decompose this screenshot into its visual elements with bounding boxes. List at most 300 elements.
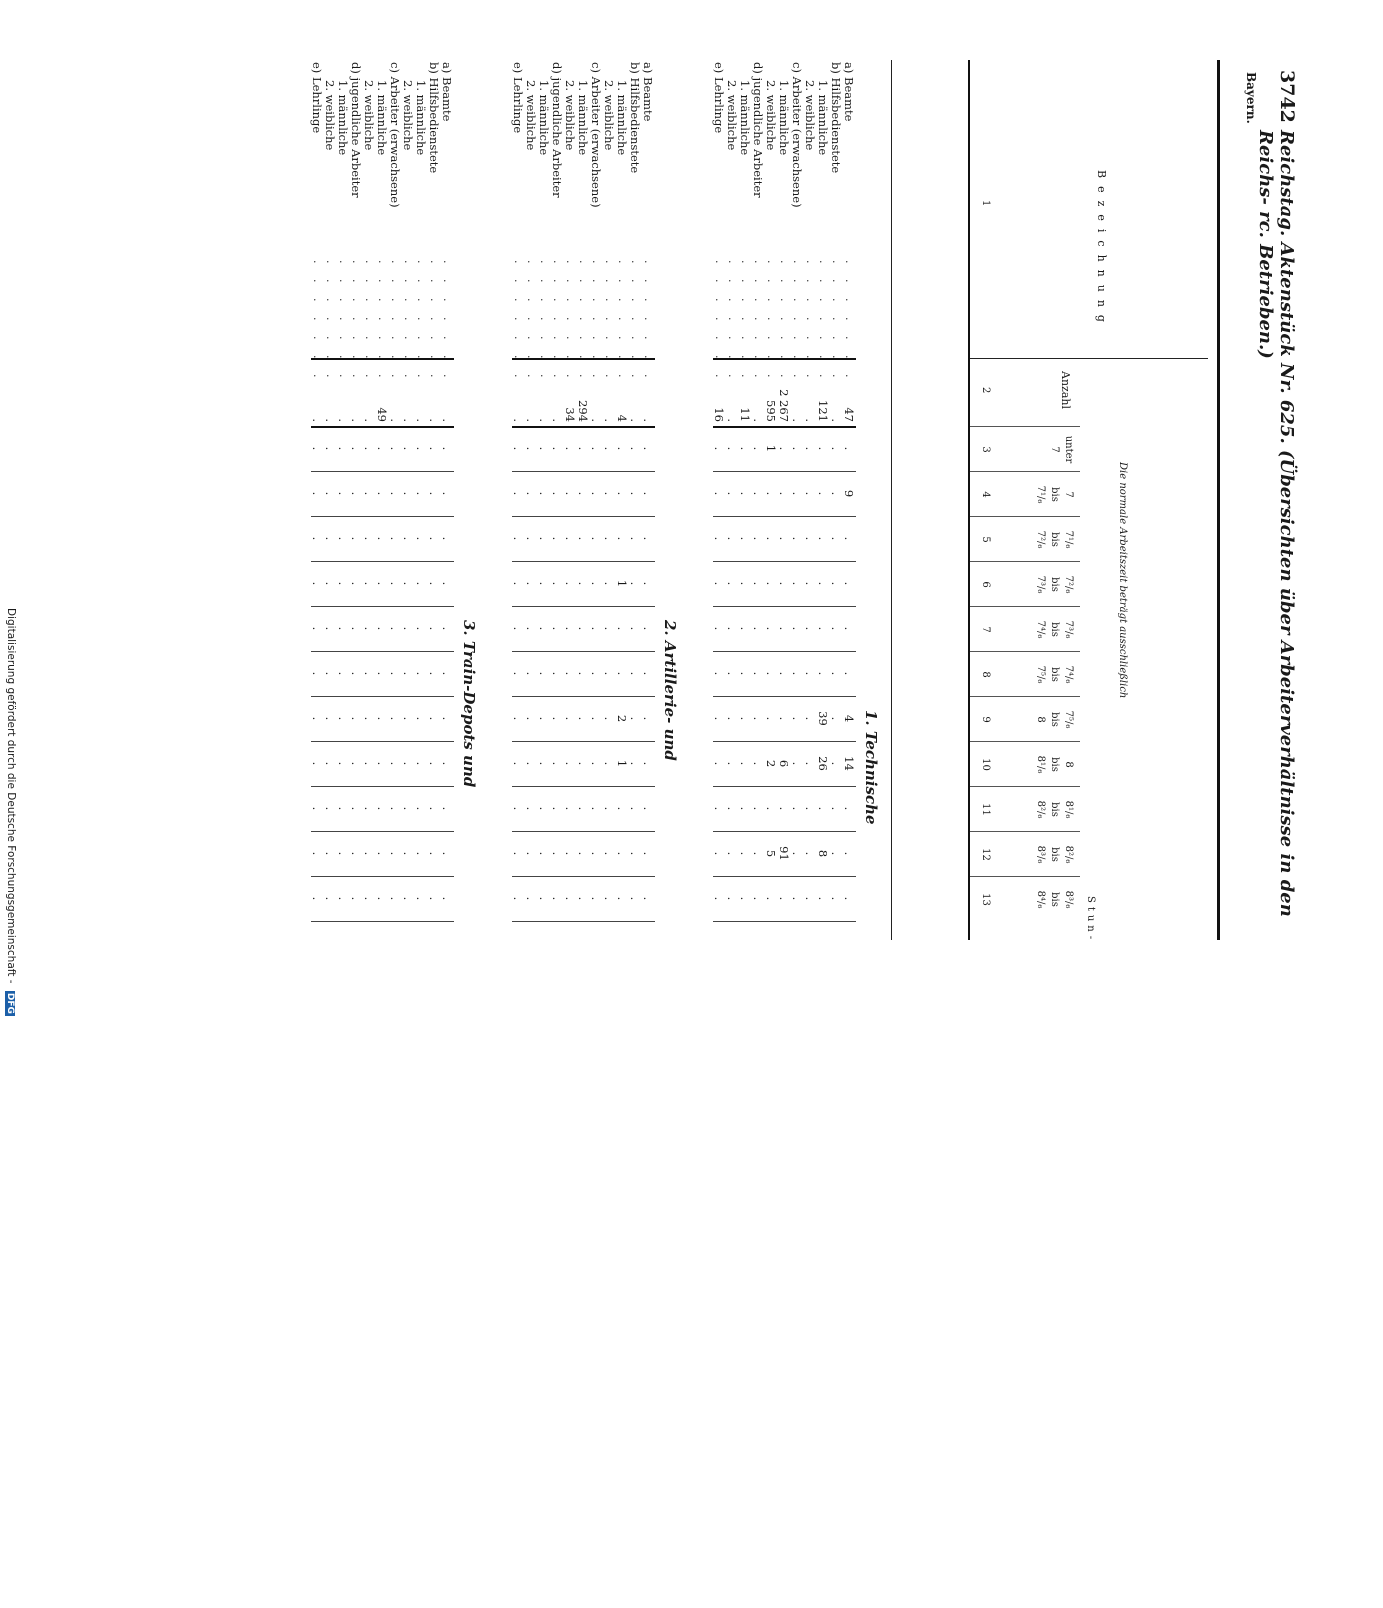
leader-dots: . . . . . . . [830, 260, 843, 384]
row-label: 1. männliche [576, 80, 590, 156]
hour-cell: . [615, 536, 629, 541]
hour-cell: . [401, 851, 415, 856]
hour-cell: . [576, 716, 590, 721]
hour-cell: . [310, 671, 324, 676]
hour-cell: . [563, 671, 577, 676]
row-label: c) Arbeiter (erwachsene) [790, 62, 804, 208]
hour-cell: 1 [615, 579, 629, 588]
leader-dots: . . . . . . . [765, 260, 778, 384]
hour-cell: . [764, 716, 778, 721]
hour-column-range-text: bis [1049, 892, 1060, 907]
hour-cell: . [615, 626, 629, 631]
hour-cell: . [427, 671, 441, 676]
hour-cell: . [388, 581, 402, 586]
table-row [713, 60, 726, 940]
hour-cell: . [641, 446, 655, 451]
table-row [428, 60, 441, 940]
hour-cell: . [362, 671, 376, 676]
hour-cell: . [388, 806, 402, 811]
anzahl-column-header [970, 358, 1208, 427]
leader-dots: . . . . . . . [311, 260, 324, 384]
hour-column-range-text: 7³/₆ [1035, 575, 1046, 594]
leader-dots: . . . . . . . [843, 260, 856, 384]
leader-dots: . . . . . . . [577, 260, 590, 384]
row-label: 2. weibliche [563, 80, 577, 151]
hour-cell: . [589, 446, 603, 451]
hour-cell: . [524, 536, 538, 541]
hour-cell: . [524, 626, 538, 631]
table-row [512, 60, 525, 940]
table-row [564, 60, 577, 940]
hour-column-header [970, 651, 1080, 697]
hour-cell: . [790, 581, 804, 586]
hour-column-number: 3 [980, 446, 991, 453]
hour-cell: . [414, 896, 428, 901]
hour-cell: . [641, 761, 655, 766]
column-divider [311, 831, 454, 832]
hour-cell: . [310, 446, 324, 451]
hour-column-range-text: bis [1049, 712, 1060, 727]
hour-cell: . [563, 491, 577, 496]
hour-cell: . [725, 716, 739, 721]
hour-cell: . [537, 851, 551, 856]
row-label: b) Hilfsbedienstete [628, 62, 642, 174]
hour-cell: . [401, 806, 415, 811]
label-column-number: 1 [980, 200, 991, 207]
hour-cell: . [842, 446, 856, 451]
anzahl-cell: 47 [842, 407, 856, 422]
hour-column-number: 7 [980, 626, 991, 633]
hour-cell: . [589, 491, 603, 496]
hour-cell: . [349, 896, 363, 901]
hour-cell: . [790, 761, 804, 766]
hour-column-range-text: 7⁴/₆ [1063, 665, 1074, 684]
hour-cell: . [414, 761, 428, 766]
hour-cell: . [641, 536, 655, 541]
hour-cell: . [310, 581, 324, 586]
leader-dots: . . . . . . . [778, 260, 791, 384]
leader-dots: . . . . . . . [739, 260, 752, 384]
hour-cell: . [388, 896, 402, 901]
row-label: a) Beamte [440, 62, 454, 122]
table-row [616, 60, 629, 940]
hour-cell: . [764, 626, 778, 631]
hour-cell: . [790, 851, 804, 856]
hour-cell: . [524, 851, 538, 856]
table-header [970, 60, 1208, 944]
table-row [791, 60, 804, 940]
hour-cell: . [628, 446, 642, 451]
hour-cell: . [401, 581, 415, 586]
hour-cell: . [842, 806, 856, 811]
column-divider [713, 426, 856, 428]
hour-cell: . [576, 761, 590, 766]
column-divider [512, 921, 655, 922]
table-row [551, 60, 564, 940]
hour-cell: . [803, 806, 817, 811]
hour-cell: . [628, 851, 642, 856]
row-label: 2. weibliche [764, 80, 778, 151]
hour-cell: . [414, 581, 428, 586]
column-divider [512, 606, 655, 607]
page-number: 3742 [1276, 70, 1298, 123]
row-label: 1. männliche [816, 80, 830, 156]
hour-cell: . [401, 536, 415, 541]
hour-cell: . [388, 851, 402, 856]
hour-cell: . [440, 716, 454, 721]
hour-column-range-text: unter [1063, 435, 1074, 464]
hour-cell: . [310, 716, 324, 721]
hour-column-range-text: 8¹/₆ [1035, 755, 1046, 774]
hour-column-range-text: 7³/₆ [1063, 620, 1074, 639]
hours-unit: Stun- [1085, 896, 1096, 944]
hour-column-number: 12 [980, 848, 991, 861]
row-label: d) jugendliche Arbeiter [349, 62, 363, 198]
hour-cell: . [751, 536, 765, 541]
hour-cell: . [323, 671, 337, 676]
column-divider [311, 786, 454, 787]
hour-cell: . [628, 536, 642, 541]
row-label: e) Lehrlinge [511, 62, 525, 134]
hour-column-range-text: 7 [1063, 491, 1074, 498]
anzahl-cell: 16 [712, 407, 726, 422]
hour-cell: . [725, 671, 739, 676]
hour-cell: . [829, 626, 843, 631]
hour-column-number: 10 [980, 758, 991, 771]
leader-dots: . . . . . . . [402, 260, 415, 384]
hour-cell: . [310, 626, 324, 631]
anzahl-cell: . [511, 418, 525, 422]
hour-cell: 39 [816, 711, 830, 726]
anzahl-cell: 49 [375, 407, 389, 422]
hour-cell: . [803, 716, 817, 721]
hour-column-range-text: 7¹/₆ [1063, 530, 1074, 549]
hour-column-header [970, 606, 1080, 652]
hour-cell: . [323, 446, 337, 451]
hour-cell: . [440, 536, 454, 541]
hour-cell: . [725, 581, 739, 586]
hour-cell: . [602, 491, 616, 496]
leader-dots: . . . . . . . [629, 260, 642, 384]
table-row [629, 60, 642, 940]
hour-cell: . [362, 716, 376, 721]
table-row [726, 60, 739, 940]
hour-cell: . [563, 446, 577, 451]
header-bottom-rule [891, 60, 892, 940]
hour-cell: . [440, 491, 454, 496]
anzahl-cell: . [349, 418, 363, 422]
hour-cell: . [427, 761, 441, 766]
column-divider-thick [311, 358, 454, 360]
hour-cell: . [440, 446, 454, 451]
hour-cell: . [738, 896, 752, 901]
anzahl-cell: . [414, 418, 428, 422]
hour-column-range-text: 8³/₆ [1063, 890, 1074, 909]
hour-cell: . [777, 491, 791, 496]
column-divider [512, 516, 655, 517]
hour-column-range-text: 8⁴/₆ [1035, 890, 1046, 909]
hour-cell: . [375, 896, 389, 901]
hour-cell: . [816, 626, 830, 631]
leader-dots: . . . . . . . [389, 260, 402, 384]
hour-cell: . [751, 446, 765, 451]
hour-cell: . [537, 581, 551, 586]
hour-column-range-text: 7⁴/₆ [1035, 620, 1046, 639]
hour-column-range-text: 7²/₆ [1063, 575, 1074, 594]
hour-cell: . [349, 671, 363, 676]
hour-cell: . [829, 671, 843, 676]
column-divider [311, 696, 454, 697]
hour-column-range-text: 8 [1063, 761, 1074, 768]
hour-column-range-text: 8²/₆ [1035, 800, 1046, 819]
hour-cell: . [414, 716, 428, 721]
anzahl-cell: 595 [764, 400, 778, 422]
hour-cell: . [764, 581, 778, 586]
hour-cell: . [511, 851, 525, 856]
hour-cell: . [362, 581, 376, 586]
hour-cell: . [427, 896, 441, 901]
hour-cell: 1 [615, 759, 629, 768]
hour-cell: . [323, 626, 337, 631]
hour-cell: . [336, 851, 350, 856]
hour-cell: . [537, 536, 551, 541]
hour-cell: . [842, 671, 856, 676]
leader-dots: . . . . . . . [726, 260, 739, 384]
hour-cell: . [816, 896, 830, 901]
hour-column-range-text: 8 [1035, 716, 1046, 723]
column-divider [311, 741, 454, 742]
hour-cell: . [375, 581, 389, 586]
leader-dots: . . . . . . . [791, 260, 804, 384]
anzahl-cell: 2 267 [777, 389, 791, 422]
hour-cell: . [842, 896, 856, 901]
hour-cell: . [349, 761, 363, 766]
hour-column-range-text: bis [1049, 577, 1060, 592]
row-label: b) Hilfsbedienstete [427, 62, 441, 174]
hour-cell: . [511, 536, 525, 541]
table-row [577, 60, 590, 940]
hour-cell: . [576, 446, 590, 451]
hour-cell: . [628, 761, 642, 766]
hour-cell: . [751, 806, 765, 811]
anzahl-column-number: 2 [980, 387, 991, 394]
hour-cell: . [427, 491, 441, 496]
hour-cell: . [524, 671, 538, 676]
hour-cell: . [388, 536, 402, 541]
hour-cell: . [777, 806, 791, 811]
hour-cell: . [842, 851, 856, 856]
hour-column-header [970, 696, 1080, 742]
anzahl-cell: . [427, 418, 441, 422]
hour-cell: . [375, 806, 389, 811]
table-row [817, 60, 830, 940]
row-label: 1. männliche [537, 80, 551, 156]
hour-cell: . [738, 446, 752, 451]
top-rule [1217, 60, 1220, 940]
column-divider [311, 876, 454, 877]
hour-cell: . [829, 761, 843, 766]
hour-cell: . [777, 581, 791, 586]
table-row [415, 60, 428, 940]
hour-cell: . [615, 806, 629, 811]
table-row [830, 60, 843, 940]
hour-cell: . [589, 761, 603, 766]
hour-cell: . [401, 446, 415, 451]
hour-cell: . [803, 536, 817, 541]
hour-cell: . [310, 761, 324, 766]
hour-cell: . [738, 716, 752, 721]
leader-dots: . . . . . . . [324, 260, 337, 384]
hour-cell: . [401, 761, 415, 766]
hour-cell: . [362, 896, 376, 901]
hour-cell: . [550, 851, 564, 856]
hour-cell: . [602, 851, 616, 856]
anzahl-cell: . [725, 418, 739, 422]
anzahl-cell: 11 [738, 407, 752, 422]
hour-cell: 5 [764, 849, 778, 858]
hour-cell: 14 [842, 756, 856, 771]
hour-cell: . [349, 446, 363, 451]
row-label: 1. männliche [336, 80, 350, 156]
hour-cell: . [336, 761, 350, 766]
hour-cell: . [563, 536, 577, 541]
leader-dots: . . . . . . . [590, 260, 603, 384]
hour-cell: . [628, 581, 642, 586]
hour-cell: . [537, 671, 551, 676]
hour-column-range-text: 8²/₆ [1063, 845, 1074, 864]
table-row [778, 60, 791, 940]
hour-cell: 2 [615, 714, 629, 723]
hour-cell: . [511, 671, 525, 676]
anzahl-cell: 121 [816, 400, 830, 422]
dfg-logo: DFG [5, 992, 15, 1014]
hour-cell: . [738, 626, 752, 631]
hour-column-header [970, 561, 1080, 607]
hour-cell: . [829, 716, 843, 721]
hour-cell: . [336, 716, 350, 721]
column-divider [512, 471, 655, 472]
hour-cell: . [712, 761, 726, 766]
anzahl-cell: . [628, 418, 642, 422]
hour-cell: . [323, 536, 337, 541]
hour-cell: . [725, 626, 739, 631]
hour-cell: . [362, 761, 376, 766]
hour-column-number: 4 [980, 491, 991, 498]
hour-cell: . [576, 896, 590, 901]
hour-cell: . [790, 806, 804, 811]
hour-cell: . [414, 446, 428, 451]
hour-cell: . [725, 761, 739, 766]
hour-cell: . [401, 626, 415, 631]
hour-column-range-text: bis [1049, 487, 1060, 502]
hour-cell: 8 [816, 849, 830, 858]
hour-cell: . [751, 626, 765, 631]
hour-cell: . [440, 761, 454, 766]
hour-column-header [970, 876, 1080, 922]
hour-cell: . [589, 671, 603, 676]
hour-cell: . [751, 581, 765, 586]
header-divider-rule [968, 60, 970, 940]
hour-cell: . [628, 671, 642, 676]
hour-cell: . [790, 536, 804, 541]
hour-column-range-text: 7 [1049, 446, 1060, 453]
hour-column-number: 5 [980, 536, 991, 543]
hour-cell: . [336, 491, 350, 496]
hour-cell: . [349, 491, 363, 496]
column-divider [311, 921, 454, 922]
hour-cell: . [777, 536, 791, 541]
hour-cell: . [602, 626, 616, 631]
table-row [350, 60, 363, 940]
hour-column-header [970, 786, 1080, 832]
hour-cell: . [576, 671, 590, 676]
column-divider [512, 696, 655, 697]
hour-cell: . [738, 761, 752, 766]
row-label: 2. weibliche [725, 80, 739, 151]
anzahl-cell: . [388, 418, 402, 422]
hour-cell: . [602, 536, 616, 541]
hour-cell: . [427, 581, 441, 586]
hour-cell: . [388, 491, 402, 496]
hour-cell: . [764, 671, 778, 676]
hour-cell: . [349, 581, 363, 586]
hour-cell: . [563, 851, 577, 856]
hour-cell: . [829, 806, 843, 811]
hour-cell: . [641, 626, 655, 631]
column-divider-thick [713, 358, 856, 360]
hour-cell: . [764, 896, 778, 901]
hour-column-range-text: 8³/₆ [1035, 845, 1046, 864]
hour-cell: . [524, 806, 538, 811]
hour-cell: . [440, 626, 454, 631]
hour-cell: . [829, 536, 843, 541]
hour-cell: . [550, 536, 564, 541]
hour-cell: . [414, 671, 428, 676]
hour-cell: . [336, 536, 350, 541]
column-divider [512, 561, 655, 562]
hour-cell: . [615, 491, 629, 496]
hour-cell: 91 [777, 846, 791, 861]
hour-cell: . [414, 491, 428, 496]
hour-column-header [970, 741, 1080, 787]
hour-cell: . [511, 446, 525, 451]
row-label: d) jugendliche Arbeiter [751, 62, 765, 198]
hour-cell: . [576, 806, 590, 811]
row-label: d) jugendliche Arbeiter [550, 62, 564, 198]
leader-dots: . . . . . . . [512, 260, 525, 384]
anzahl-cell: . [362, 418, 376, 422]
hour-cell: . [751, 491, 765, 496]
hour-cell: . [323, 716, 337, 721]
row-label: 1. männliche [615, 80, 629, 156]
row-label: 2. weibliche [362, 80, 376, 151]
hour-cell: . [628, 491, 642, 496]
hour-cell: . [362, 806, 376, 811]
hour-cell: . [842, 626, 856, 631]
table-row [642, 60, 655, 940]
column-divider [311, 516, 454, 517]
hour-cell: . [511, 761, 525, 766]
hour-cell: . [388, 626, 402, 631]
hour-cell: . [589, 716, 603, 721]
column-divider [512, 651, 655, 652]
hour-cell: . [602, 446, 616, 451]
hour-column-header [970, 471, 1080, 517]
table-row [752, 60, 765, 940]
hour-cell: . [550, 896, 564, 901]
hour-cell: . [589, 536, 603, 541]
hour-cell: . [589, 896, 603, 901]
